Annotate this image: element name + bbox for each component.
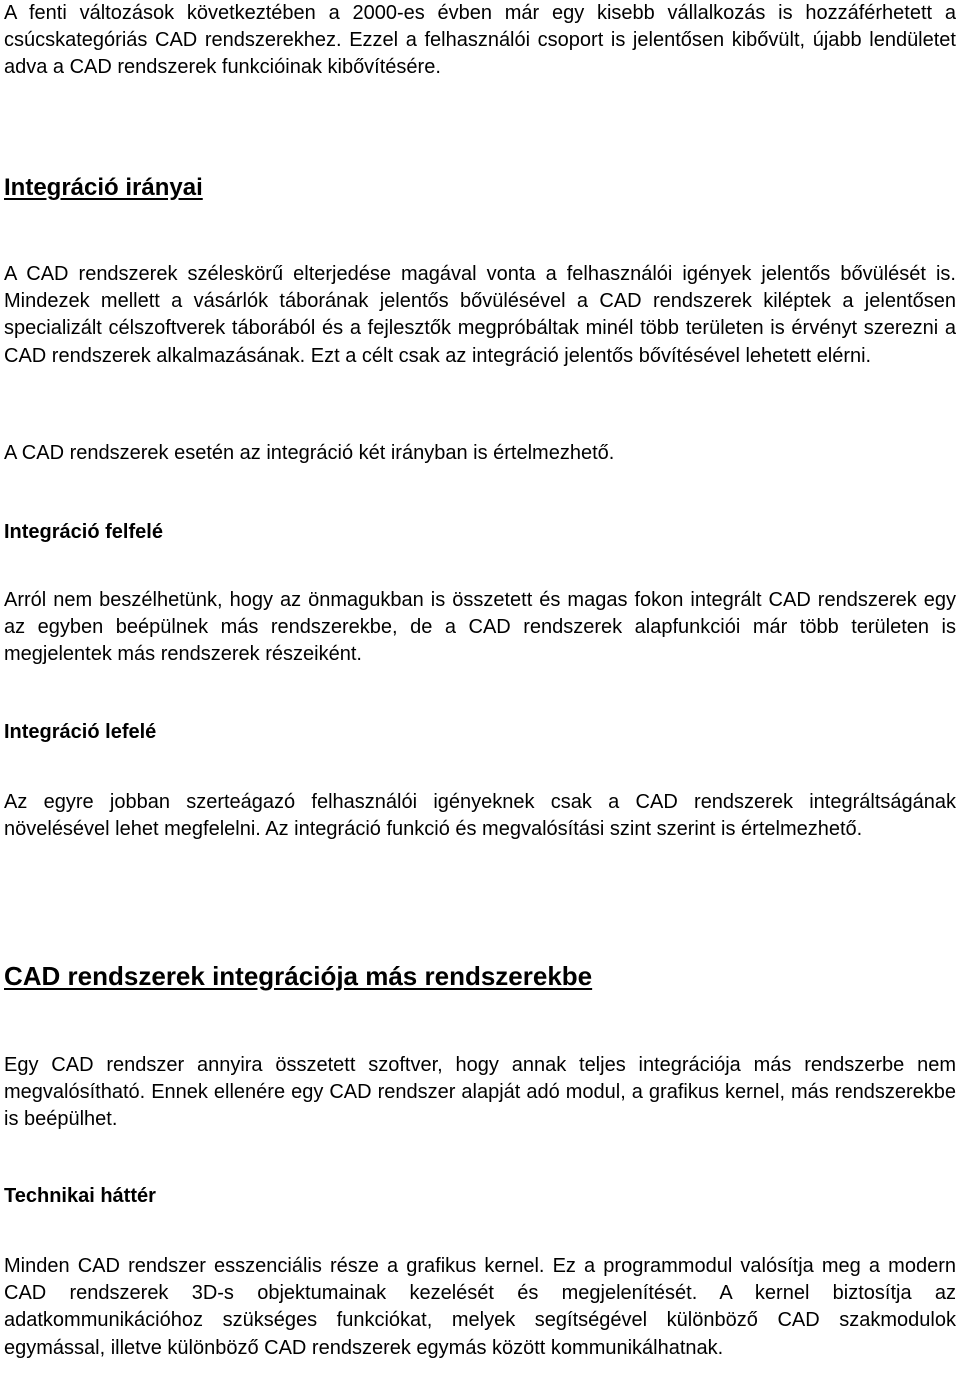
subheading-integration-down: Integráció lefelé — [4, 721, 157, 743]
section-heading-cad-integration: CAD rendszerek integrációja más rendszerekbe — [4, 961, 593, 991]
technical-background-paragraph: Minden CAD rendszer esszenciális része a grafikus kernel. Ez a programmodul valósítja meg a modern CAD rendszerek 3D-s objektumainak kezelését és megjelenítését. A kernel biztosítja az adatkommunikációhoz szükséges funkciókat, melyek segítségével különböző CAD szakmodulok egymással, illetve különböző CAD rendszerek egymás között kommunikálhatnak. — [4, 1255, 956, 1359]
intro-paragraph: A fenti változások következtében a 2000-es évben már egy kisebb vállalkozás is hozzáférhetett a csúcskategóriás CAD rendszerekhez. Ezzel a felhasználói csoport is jelentősen kibővült, újabb lendületet adva a CAD rendszerek funkcióinak kibővítésére. — [4, 2, 956, 79]
integration-directions-paragraph: A CAD rendszerek széleskörű elterjedése magával vonta a felhasználói igények jelentős bővülését is. Mindezek mellett a vásárlók táborának jelentős bővülésével a CAD rendszerek kiléptek a jelentősen specializált célszoftverek táborából és a fejlesztők megpróbáltak minél több területen is érvényt szerezni a CAD rendszerek alkalmazásának. Ezt a célt csak az integráció jelentős bővítésével lehetett elérni. — [4, 263, 956, 367]
subheading-technical-background: Technikai háttér — [4, 1185, 156, 1207]
cad-integration-paragraph: Egy CAD rendszer annyira összetett szoftver, hogy annak teljes integrációja más rendszerbe nem megvalósítható. Ennek ellenére egy CAD rendszer alapját adó modul, a grafikus kernel, más rendszerekbe is beépülhet. — [4, 1054, 956, 1131]
section-heading-integration-directions: Integráció irányai — [4, 174, 203, 201]
integration-up-paragraph: Arról nem beszélhetünk, hogy az önmagukban is összetett és magas fokon integrált CAD rendszerek egy az egyben beépülnek más rendszerekbe, de a CAD rendszerek alapfunkciói már több területen is megjelentek más rendszerek részeiként. — [4, 589, 956, 666]
integration-down-paragraph: Az egyre jobban szerteágazó felhasználói igényeknek csak a CAD rendszerek integráltságának növelésével lehet megfelelni. Az integráció funkció és megvalósítási szint szerint is értelmezhető. — [4, 791, 956, 841]
subheading-integration-up: Integráció felfelé — [4, 521, 163, 543]
integration-directions-summary: A CAD rendszerek esetén az integráció két irányban is értelmezhető. — [4, 442, 615, 464]
